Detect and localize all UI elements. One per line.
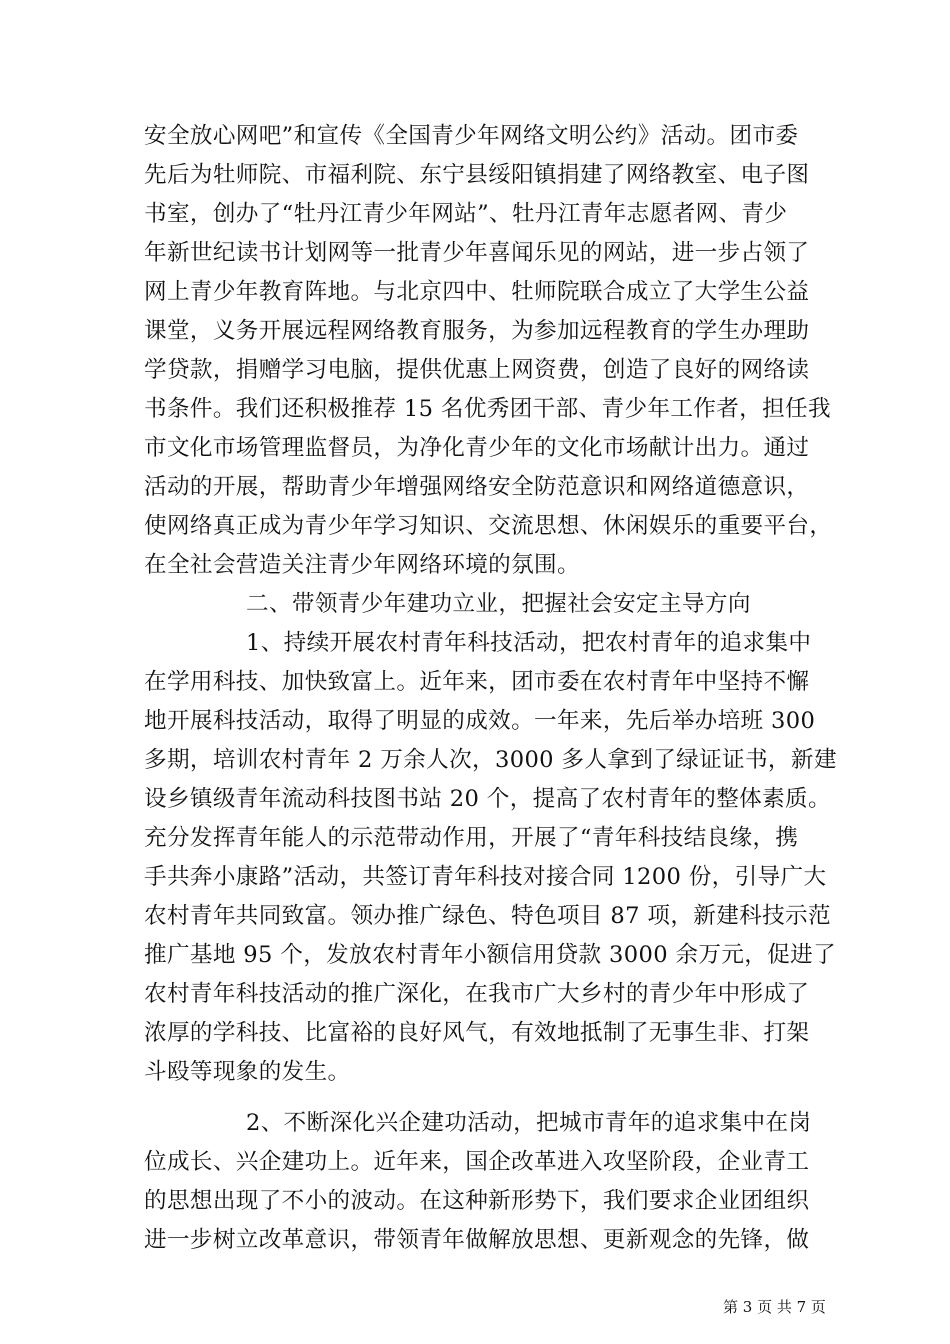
body-text-line: 市文化市场管理监督员，为净化青少年的文化市场献计出力。通过	[144, 435, 810, 461]
body-text-line: 的思想出现了不小的波动。在这种新形势下，我们要求企业团组织	[144, 1188, 810, 1214]
body-text-line: 先后为牡师院、市福利院、东宁县绥阳镇捐建了网络教室、电子图	[144, 162, 810, 188]
body-text-line: 安全放心网吧”和宣传《全国青少年网络文明公约》活动。团市委	[144, 123, 799, 149]
body-text-line: 充分发挥青年能人的示范带动作用，开展了“青年科技结良缘，携	[144, 825, 799, 851]
body-text-line: 在学用科技、加快致富上。近年来，团市委在农村青年中坚持不懈	[144, 669, 810, 695]
body-text-line: 农村青年共同致富。领办推广绿色、特色项目 87 项，新建科技示范	[144, 903, 831, 929]
body-text-line: 地开展科技活动，取得了明显的成效。一年来，先后举办培班 300	[144, 708, 816, 734]
section-heading: 二、带领青少年建功立业，把握社会安定主导方向	[246, 591, 751, 617]
page-number-footer: 第 3 页 共 7 页	[723, 1298, 826, 1316]
body-text-line: 在全社会营造关注青少年网络环境的氛围。	[144, 552, 580, 578]
body-text-line: 农村青年科技活动的推广深化，在我市广大乡村的青少年中形成了	[144, 981, 810, 1007]
body-text-line: 1、持续开展农村青年科技活动，把农村青年的追求集中	[246, 630, 812, 656]
body-text-line: 年新世纪读书计划网等一批青少年喜闻乐见的网站，进一步占领了	[144, 240, 810, 266]
body-text-line: 书条件。我们还积极推荐 15 名优秀团干部、青少年工作者，担任我	[144, 396, 831, 422]
body-text-line: 书室，创办了“牡丹江青少年网站”、牡丹江青年志愿者网、青少	[144, 201, 788, 227]
body-text-line: 学贷款，捐赠学习电脑，提供优惠上网资费，创造了良好的网络读	[144, 357, 810, 383]
body-text-line: 手共奔小康路”活动，共签订青年科技对接合同 1200 份，引导广大	[144, 864, 827, 890]
body-text-line: 多期，培训农村青年 2 万余人次，3000 多人拿到了绿证证书，新建	[144, 747, 837, 773]
body-text-line: 进一步树立改革意识，带领青年做解放思想、更新观念的先锋，做	[144, 1227, 810, 1253]
body-text-line: 斗殴等现象的发生。	[144, 1059, 351, 1085]
body-text-line: 设乡镇级青年流动科技图书站 20 个，提高了农村青年的整体素质。	[144, 786, 831, 812]
body-text-line: 2、不断深化兴企建功活动，把城市青年的追求集中在岗	[246, 1110, 812, 1136]
body-text-line: 活动的开展，帮助青少年增强网络安全防范意识和网络道德意识，	[144, 474, 810, 500]
body-text-line: 浓厚的学科技、比富裕的良好风气，有效地抵制了无事生非、打架	[144, 1020, 810, 1046]
body-text-line: 使网络真正成为青少年学习知识、交流思想、休闲娱乐的重要平台，	[144, 513, 833, 539]
body-text-line: 推广基地 95 个，发放农村青年小额信用贷款 3000 余万元，促进了	[144, 942, 837, 968]
body-text-line: 课堂，义务开展远程网络教育服务，为参加远程教育的学生办理助	[144, 318, 810, 344]
body-text-line: 位成长、兴企建功上。近年来，国企改革进入攻坚阶段，企业青工	[144, 1149, 810, 1175]
body-text-line: 网上青少年教育阵地。与北京四中、牡师院联合成立了大学生公益	[144, 279, 810, 305]
